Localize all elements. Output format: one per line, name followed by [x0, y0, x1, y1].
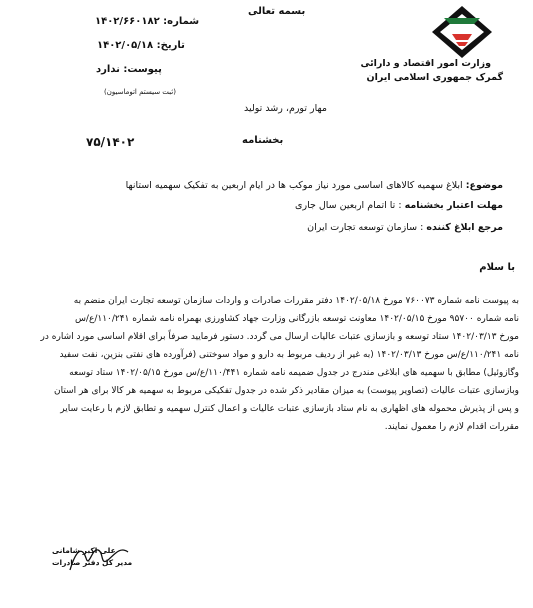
deadline-value: : تا اتمام اربعین سال جاری: [295, 200, 402, 211]
org-line-2: گمرک جمهوری اسلامی ایران: [366, 72, 503, 83]
system-note: (ثبت سیستم اتوماسیون): [104, 88, 176, 96]
authority-value: : سازمان توسعه تجارت ایران: [307, 222, 424, 233]
letter-attachment: پیوست: ندارد: [96, 64, 162, 75]
deadline-label: مهلت اعتبار بخشنامه: [404, 200, 503, 211]
org-line-1: وزارت امور اقتصاد و دارائی: [360, 58, 491, 69]
letter-number: شماره: ۱۴۰۲/۶۶۰۱۸۲: [95, 16, 200, 27]
circular-title: بخشنامه: [242, 135, 284, 146]
customs-logo-icon: [430, 4, 494, 60]
authority-label: مرجع ابلاغ کننده: [426, 222, 503, 233]
body-line: و پس از پذیرش محموله های اظهاری به نام ستاد بازسازی عتبات عالیات و اعمال کنترل سهمیه و تطابق لازم با رعایت سایر: [60, 404, 519, 414]
authority-row: [307, 222, 503, 233]
subject-label: موضوع:: [465, 180, 503, 191]
subject-value: ابلاغ سهمیه کالاهای اساسی مورد نیاز موکب ها در ایام اربعین به تفکیک سهمیه استانها: [125, 180, 463, 191]
body-line: نامه ۱۱۰/۲۴۱/ع/س مورخ ۱۴۰۲/۰۳/۱۳ (به غیر از ردیف مربوط به دارو و مواد سوختنی (فرآورده های نفتی بنزین، نفت سفید: [59, 350, 519, 360]
body-line: به پیوست نامه شماره ۷۶۰۰۷۳ مورخ ۱۴۰۲/۰۵/۱۸ دفتر مقررات صادرات و واردات سازمان توسعه تجارت ایران منضم به: [73, 296, 519, 306]
letter-date: تاریخ: ۱۴۰۲/۰۵/۱۸: [97, 40, 185, 51]
signatory-title: مدیر کل دفتر صادرات: [52, 558, 133, 567]
subject-row: [126, 180, 503, 191]
body-line: وگازوئیل) مطابق با سهمیه های ابلاغی مندرج در جدول ضمیمه نامه شماره ۱۱۰/۴۴۱/ع/س مورخ ۱۴۰۲/۰۵/۱۵ ستاد توسعه: [69, 368, 519, 378]
recipient-line: مهار تورم، رشد تولید: [244, 103, 327, 114]
body-line: مقررات اقدام لازم را معمول نمایند.: [384, 422, 519, 432]
greeting: با سلام: [479, 262, 515, 273]
body-line: نامه شماره ۹۵۷۰۰ مورخ ۱۴۰۲/۰۵/۱۵ معاونت توسعه بازرگانی وزارت جهاد کشاورزی بهمراه نامه شماره ۱۱۰/۲۴۱/ع/س: [74, 314, 519, 324]
signatory-name: علی اکبر شامانی: [52, 546, 116, 555]
deadline-row: [295, 200, 503, 211]
body-text: [14, 292, 519, 436]
circular-number: ۷۵/۱۴۰۲: [86, 135, 135, 149]
basmala: بسمه تعالی: [248, 6, 306, 17]
body-line: مورخ ۱۴۰۲/۰۳/۱۳ ستاد توسعه و بازسازی عتبات عالیات ارسال می گردد. دستور فرمایید صرفاً برای اقلام اساسی مورد اشاره در: [40, 332, 519, 342]
body-line: وبازسازی عتبات عالیات (تصاویر پیوست) به میزان مقادیر ذکر شده در جدول تفکیکی مربوط به سهمیه هر کالا برای هر استان: [53, 386, 519, 396]
